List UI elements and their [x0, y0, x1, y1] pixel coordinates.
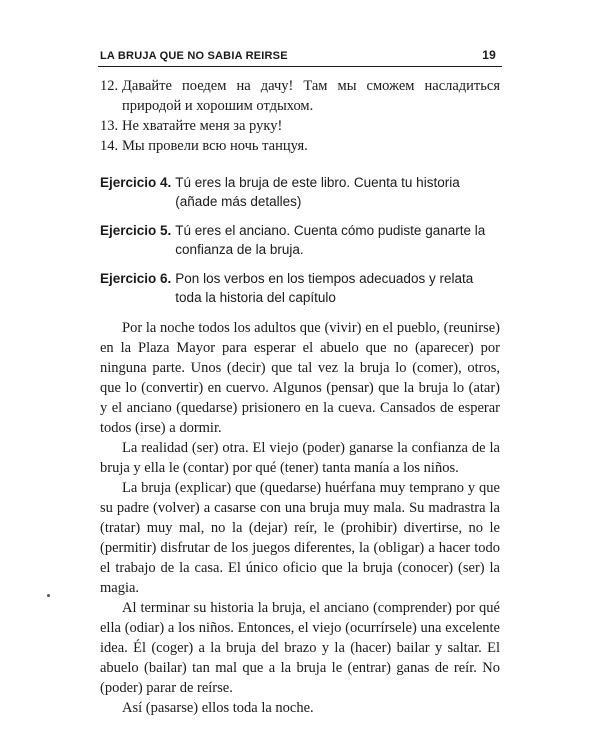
exercise-6	[100, 269, 500, 307]
exercise-label: Ejercicio 4.	[100, 175, 172, 190]
story-text	[100, 318, 500, 718]
running-head-title: LA BRUJA QUE NO SABIA REIRSE	[100, 50, 288, 62]
story-paragraph: Así (pasarse) ellos toda la noche.	[122, 700, 314, 716]
list-item	[100, 76, 500, 116]
numbered-sentence-list	[100, 76, 500, 156]
exercise-label: Ejercicio 6.	[100, 271, 172, 286]
list-item	[100, 116, 500, 136]
margin-speck	[47, 594, 50, 597]
story-paragraph: Por la noche todos los adultos que (vivir) en el pueblo, (reunirse) en la Plaza Mayor para esperar el abuelo que no (aparecer) por ninguna parte. Unos (decir) que tal vez la bruja lo (comer), otros, que lo (convertir) en cuervo. Algunos (pensar) que la bruja lo (atar) y el anciano (quedarse) prisionero en la cueva. Cansados de esperar todos (irse) a dormir.	[100, 320, 500, 436]
exercise-5	[100, 221, 500, 259]
header-rule	[98, 66, 502, 67]
item-text: Мы провели всю ночь танцуя.	[122, 138, 308, 154]
story-paragraph: Al terminar su historia la bruja, el anciano (comprender) por qué ella (odiar) a los niños. Entonces, el viejo (ocurrírsele) una excelente idea. Él (coger) a la bruja del brazo y la (hacer) bailar y saltar. El abuelo (bailar) tan mal que a la bruja le (entrar) ganas de reír. No (poder) parar de reírse.	[100, 600, 500, 696]
item-text: Давайте поедем на дачу! Там мы сможем насладиться природой и хорошим отдыхом.	[122, 78, 500, 114]
story-paragraph: La bruja (explicar) que (quedarse) huérfana muy temprano y que su padre (volver) a casarse con una bruja muy mala. Su madrastra la (tratar) muy mal, no la (dejar) reír, le (prohibir) divertirse, no le (permitir) disfrutar de los juegos diferentes, la (obligar) a hacer todo el trabajo de la casa. El único oficio que la bruja (conocer) (ser) la magia.	[100, 480, 500, 596]
item-number: 14.	[100, 138, 119, 154]
story-paragraph: La realidad (ser) otra. El viejo (poder) ganarse la confianza de la bruja y ella le (contar) por qué (tener) tanta manía a los niños.	[100, 440, 500, 476]
item-number: 12.	[100, 78, 119, 94]
exercise-label: Ejercicio 5.	[100, 223, 172, 238]
exercise-4	[100, 173, 500, 211]
running-head	[100, 48, 500, 66]
item-number: 13.	[100, 118, 119, 134]
exercise-text: Pon los verbos en los tiempos adecuados y relata toda la historia del capítulo	[175, 271, 474, 305]
item-text: Не хватайте меня за руку!	[122, 118, 283, 134]
list-item	[100, 136, 500, 156]
exercise-text: Tú eres el anciano. Cuenta cómo pudiste ganarte la confianza de la bruja.	[175, 223, 486, 257]
exercise-text: Tú eres la bruja de este libro. Cuenta tu historia (añade más detalles)	[175, 175, 460, 209]
page-number: 19	[482, 48, 496, 62]
